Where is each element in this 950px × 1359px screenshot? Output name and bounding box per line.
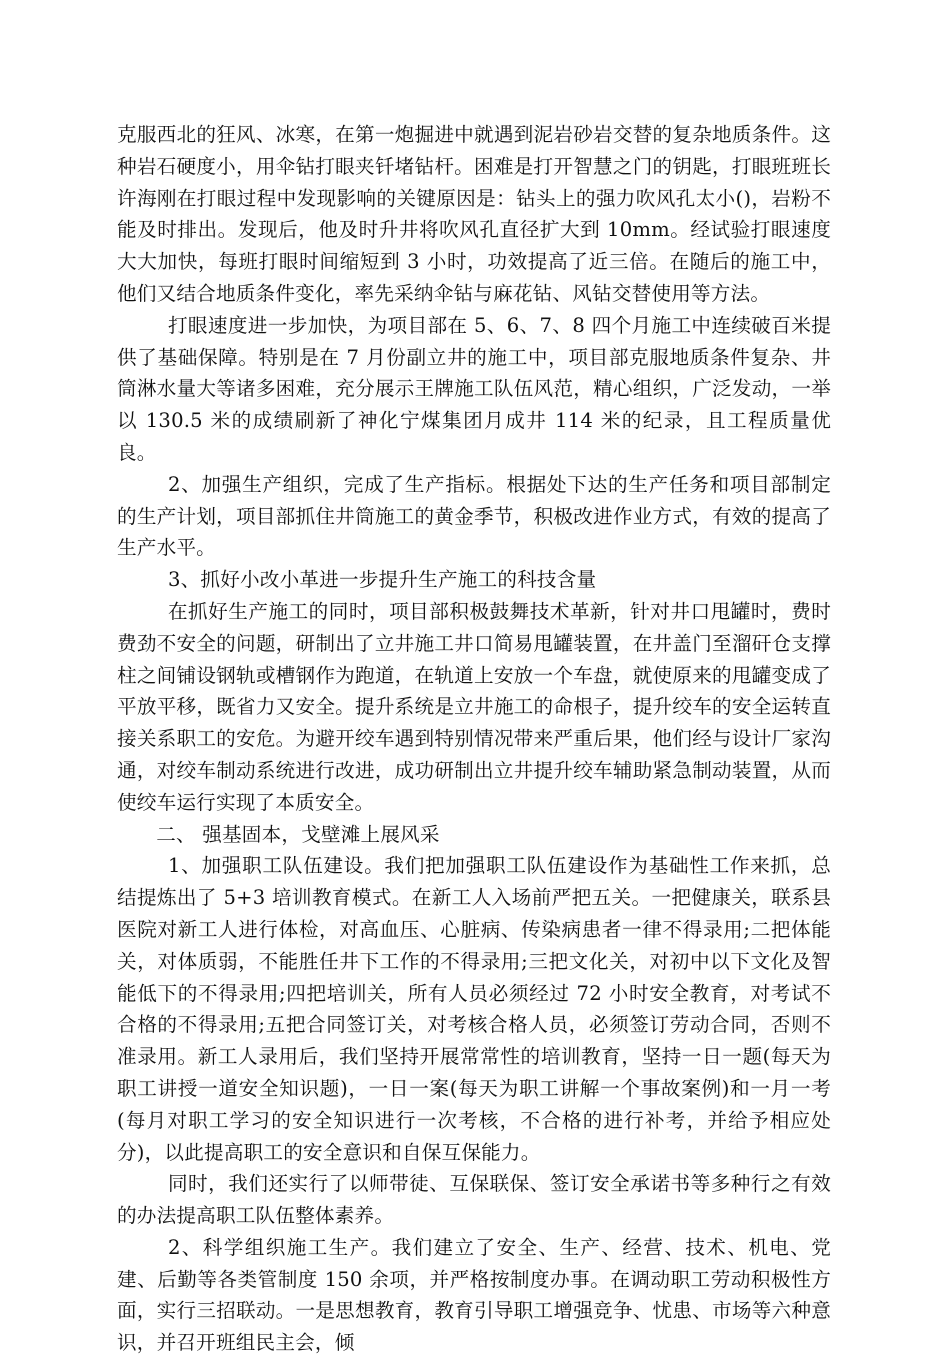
heading-small-innovations: 3、抓好小改小革进一步提升生产施工的科技含量 xyxy=(167,568,597,592)
paragraph-construction-management: 2、科学组织施工生产。我们建立了安全、生产、经营、技术、机电、党建、后勤等各类管制度 150 余项，并严格按制度办事。在调动职工劳动积极性方面，实行三招联动。一是思想教育，教育引导职工增强竞争、忧患、市场等六种意识，并召开班组民主会，倾 xyxy=(117,1235,831,1355)
paragraph-mentoring: 同时，我们还实行了以师带徒、互保联保、签订安全承诺书等多种行之有效的办法提高职工队伍整体素养。 xyxy=(117,1172,831,1228)
paragraph-technical-innovation: 在抓好生产施工的同时，项目部积极鼓舞技术革新，针对井口甩罐时，费时费劲不安全的问题，研制出了立井施工井口简易甩罐装置，在井盖门至溜矸仓支撑柱之间铺设钢轨或槽钢作为跑道，在轨道上安放一个车盘，就使原来的甩罐变成了平放平移，既省力又安全。提升系统是立井施工的命根子，提升绞车的安全运转直接关系职工的安危。为避开绞车遇到特别情况带来严重后果，他们经与设计厂家沟通，对绞车制动系统进行改进，成功研制出立井提升绞车辅助紧急制动装置，从而使绞车运行实现了本质安全。 xyxy=(117,599,831,814)
paragraph-geology: 克服西北的狂风、冰寒，在第一炮掘进中就遇到泥岩砂岩交替的复杂地质条件。这种岩石硬度小，用伞钻打眼夹钎堵钻杆。困难是打开智慧之门的钥匙，打眼班班长许海刚在打眼过程中发现影响的关键原因是：钻头上的强力吹风孔太小()，岩粉不能及时排出。发现后，他及时升井将吹风孔直径扩大到 10mm。经试验打眼速度大大加快，每班打眼时间缩短到 3 小时，功效提高了近三倍。在随后的施工中，他们又结合地质条件变化，率先采纳伞钻与麻花钻、风钻交替使用等方法。 xyxy=(117,123,831,305)
document-body xyxy=(117,119,831,1359)
paragraph-drilling-speed: 打眼速度进一步加快，为项目部在 5、6、7、8 四个月施工中连续破百米提供了基础保障。特别是在 7 月份副立井的施工中，项目部克服地质条件复杂、井筒淋水量大等诸多困难，充分展示王牌施工队伍风范，精心组织，广泛发动，一举以 130.5 米的成绩刷新了神化宁煤集团月成井 114 米的纪录，且工程质量优良。 xyxy=(117,313,831,464)
paragraph-production-organization: 2、加强生产组织，完成了生产指标。根据处下达的生产任务和项目部制定的生产计划，项目部抓住井筒施工的黄金季节，积极改进作业方式，有效的提高了生产水平。 xyxy=(117,472,831,560)
paragraph-workforce-building: 1、加强职工队伍建设。我们把加强职工队伍建设作为基础性工作来抓，总结提炼出了 5+3 培训教育模式。在新工人入场前严把五关。一把健康关，联系县医院对新工人进行体检，对高血压、心脏病、传染病患者一律不得录用;二把体能关，对体质弱，不能胜任井下工作的不得录用;三把文化关，对初中以下文化及智能低下的不得录用;四把培训关，所有人员必须经过 72 小时安全教育，对考试不合格的不得录用;五把合同签订关，对考核合格人员，必须签订劳动合同，否则不准录用。新工人录用后，我们坚持开展常常性的培训教育，坚持一日一题(每天为职工讲授一道安全知识题)，一日一案(每天为职工讲解一个事故案例)和一月一考(每月对职工学习的安全知识进行一次考核，不合格的进行补考，并给予相应处分)，以此提高职工的安全意识和自保互保能力。 xyxy=(117,854,831,1164)
heading-section-two: 二、 强基固本，戈壁滩上展风采 xyxy=(156,822,440,846)
